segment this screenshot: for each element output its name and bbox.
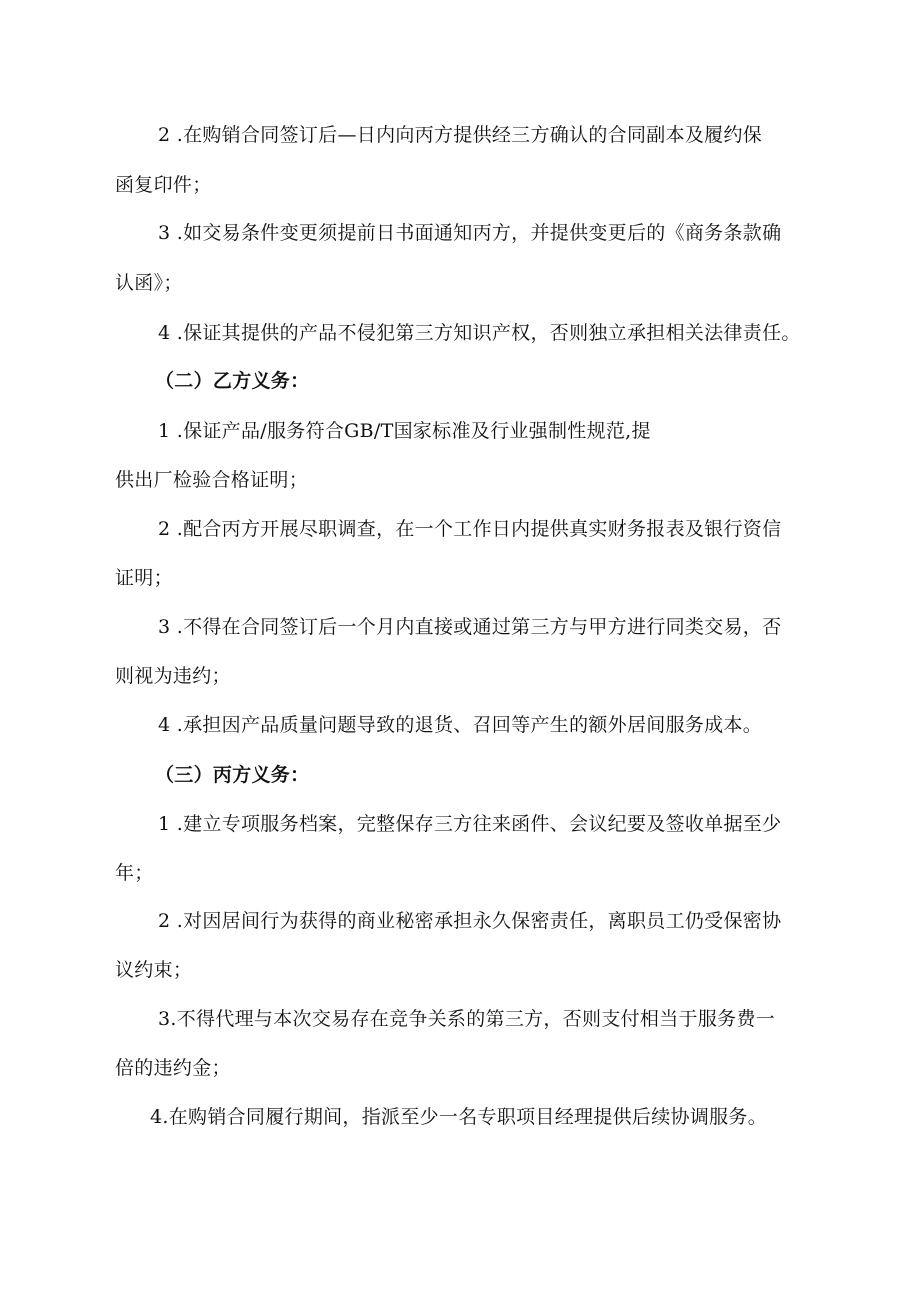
paragraph-jia-3-line-1: 3 .如交易条件变更须提前日书面通知丙方，并提供变更后的《商务条款确 bbox=[158, 222, 782, 244]
paragraph-bing-1-line-2: 年； bbox=[115, 862, 154, 884]
paragraph-jia-2-line-2: 函复印件； bbox=[115, 174, 212, 196]
paragraph-bing-1-line-1: 1 .建立专项服务档案，完整保存三方往来函件、会议纪要及签收单据至少 bbox=[158, 813, 782, 835]
paragraph-yi-2-line-2: 证明； bbox=[115, 567, 173, 589]
section-heading-bing: （三）丙方义务： bbox=[155, 764, 310, 786]
paragraph-bing-3-line-2: 倍的违约金； bbox=[115, 1057, 231, 1079]
paragraph-yi-1-line-1: 1 .保证产品/服务符合GB/T国家标准及行业强制性规范,提 bbox=[158, 420, 651, 442]
paragraph-yi-3-line-2: 则视为违约； bbox=[115, 665, 231, 687]
paragraph-yi-2-line-1: 2 .配合丙方开展尽职调查，在一个工作日内提供真实财务报表及银行资信 bbox=[158, 518, 782, 540]
paragraph-yi-1-line-2: 供出厂检验合格证明； bbox=[115, 469, 309, 491]
paragraph-yi-4: 4 .承担因产品质量问题导致的退货、召回等产生的额外居间服务成本。 bbox=[158, 714, 763, 736]
paragraph-jia-3-line-2: 认函》； bbox=[115, 272, 183, 294]
paragraph-bing-2-line-2: 议约束； bbox=[115, 959, 193, 981]
paragraph-bing-3-line-1: 3.不得代理与本次交易存在竞争关系的第三方，否则支付相当于服务费一 bbox=[158, 1008, 776, 1030]
section-heading-yi: （二）乙方义务： bbox=[155, 370, 310, 392]
paragraph-jia-2-line-1: 2 .在购销合同签订后—日内向丙方提供经三方确认的合同副本及履约保 bbox=[158, 124, 763, 146]
paragraph-jia-4: 4 .保证其提供的产品不侵犯第三方知识产权，否则独立承担相关法律责任。 bbox=[158, 322, 801, 344]
paragraph-yi-3-line-1: 3 .不得在合同签订后一个月内直接或通过第三方与甲方进行同类交易，否 bbox=[158, 616, 782, 638]
paragraph-bing-4: 4.在购销合同履行期间，指派至少一名专职项目经理提供后续协调服务。 bbox=[150, 1106, 768, 1128]
paragraph-bing-2-line-1: 2 .对因居间行为获得的商业秘密承担永久保密责任，离职员工仍受保密协 bbox=[158, 910, 782, 932]
